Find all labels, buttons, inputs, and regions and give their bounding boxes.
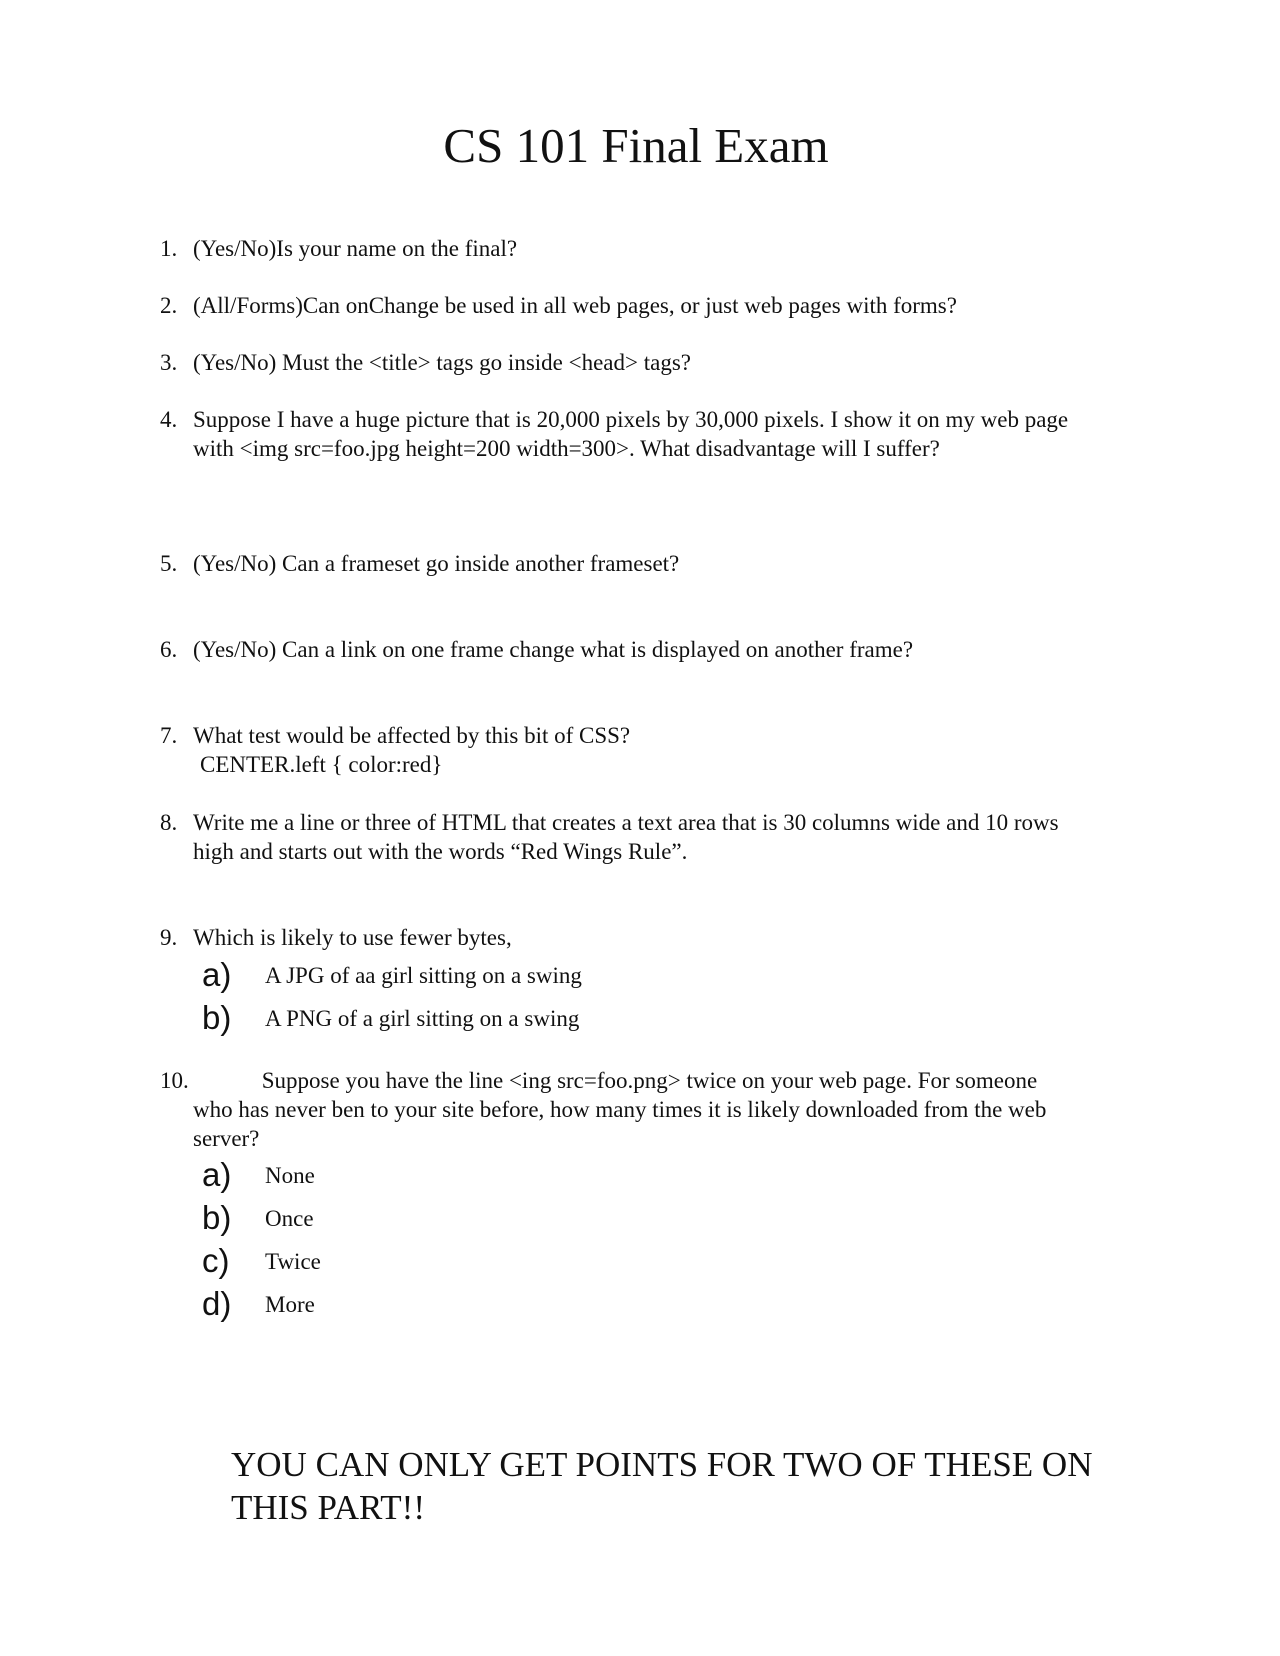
question-line: (Yes/No) Can a link on one frame change what is displayed on another frame? [193,637,914,662]
option-letter: b) [202,999,232,1036]
option-text: None [265,1163,315,1188]
question-text [193,808,1183,866]
question-text [193,405,1203,463]
css-snippet: CENTER.left { color:red} [200,752,443,777]
option-text: Once [265,1206,314,1231]
option-text: A JPG of aa girl sitting on a swing [265,963,582,988]
question-number: 10. [160,1068,189,1093]
page-title: CS 101 Final Exam [443,118,829,173]
question-line: who has never ben to your site before, how many times it is likely downloaded from the web [193,1097,1047,1122]
question-line: (All/Forms)Can onChange be used in all web pages, or just web pages with forms? [193,293,957,318]
question-10 [160,1066,1135,1153]
question-number: 6. [160,637,178,662]
question-text [193,721,1183,779]
question-number: 3. [160,350,178,375]
question-line: high and starts out with the words “Red Wings Rule”. [193,839,688,864]
question-number: 8. [160,810,178,835]
question-number: 7. [160,723,178,748]
question-number: 5. [160,551,178,576]
question-line: Suppose I have a huge picture that is 20,000 pixels by 30,000 pixels. I show it on my web page [193,407,1069,432]
option-letter: a) [202,1156,232,1193]
question-number: 9. [160,925,178,950]
question-line-first: Suppose you have the line <ing src=foo.png> twice on your web page. For someone [261,1068,1038,1093]
notice-line: THIS PART!! [231,1488,425,1527]
question-line: server? [193,1126,260,1151]
notice-line: YOU CAN ONLY GET POINTS FOR TWO OF THESE ON [231,1445,1093,1484]
option-text: Twice [265,1249,321,1274]
points-notice [231,1443,1171,1529]
question-number: 1. [160,236,178,261]
question-text [193,635,1183,664]
question-line [160,1066,1135,1095]
option-letter: d) [202,1285,232,1322]
question-line: (Yes/No) Must the <title> tags go inside <head> tags? [193,350,691,375]
question-number: 4. [160,407,178,432]
question-text [193,234,1183,263]
question-text [193,549,1183,578]
question-number: 2. [160,293,178,318]
option-letter: c) [202,1242,230,1279]
question-line: (Yes/No)Is your name on the final? [193,236,518,261]
question-text [193,923,1183,952]
question-line: Which is likely to use fewer bytes, [193,925,512,950]
question-text [193,348,1183,377]
question-line: Write me a line or three of HTML that creates a text area that is 30 columns wide and 10 rows [193,810,1059,835]
option-text: A PNG of a girl sitting on a swing [265,1006,580,1031]
question-line: with <img src=foo.jpg height=200 width=300>. What disadvantage will I suffer? [193,436,940,461]
option-text: More [265,1292,315,1317]
option-letter: a) [202,956,232,993]
option-letter: b) [202,1199,232,1236]
question-line: (Yes/No) Can a frameset go inside another frameset? [193,551,680,576]
question-line: What test would be affected by this bit of CSS? [193,723,631,748]
question-text [193,291,1183,320]
